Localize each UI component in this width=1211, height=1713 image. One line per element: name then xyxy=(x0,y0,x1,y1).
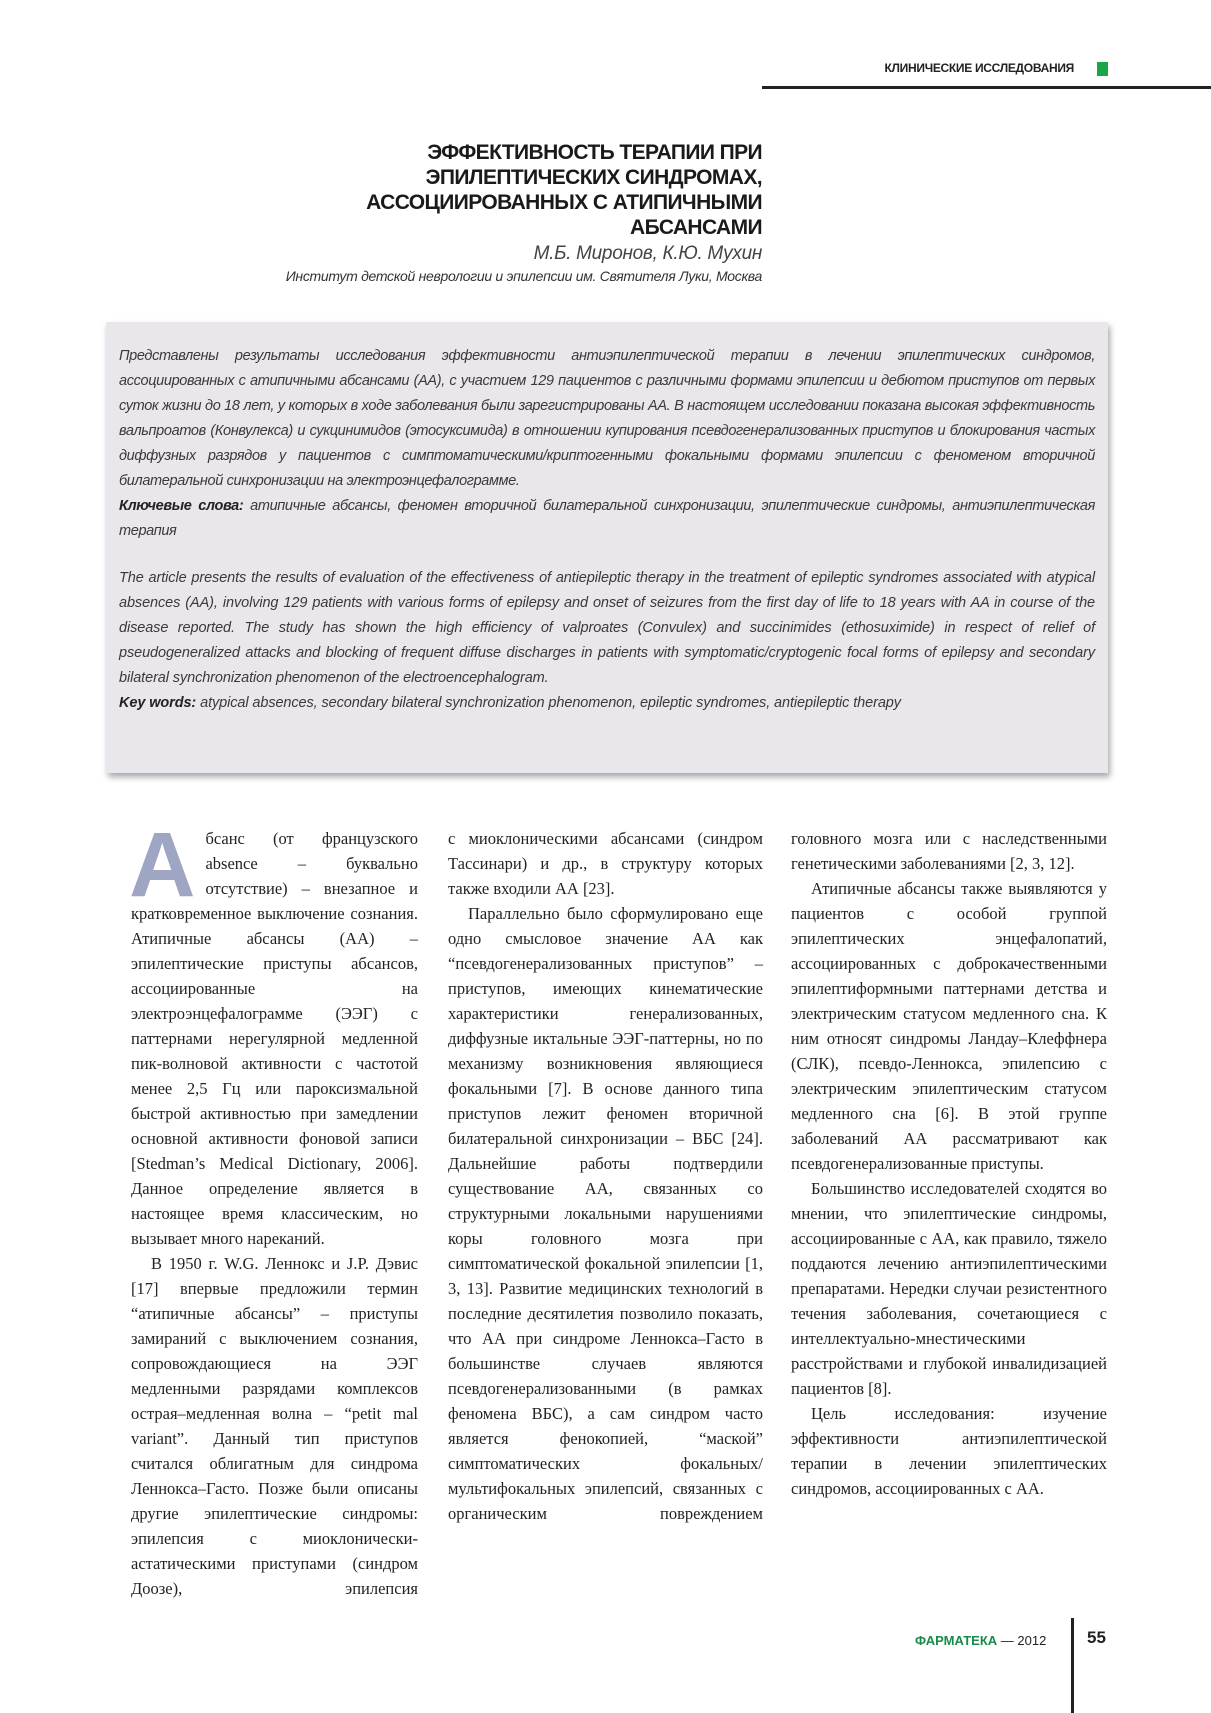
affiliation: Институт детской неврологии и эпилепсии им. Святителя Луки, Москва xyxy=(285,268,762,284)
paragraph: Атипичные абсансы также выявляются у пациентов с особой группой эпилептических энцефалопатий, ассоциированных с доброкачественными эпилептиформными паттернами детства и электрическим статусом медленного сна. К ним относят синдромы Ландау–Клеффнера (СЛК), псевдо-Леннокса, эпилепсию с электрическим эпилептическим статусом медленного сна [6]. В этой группе заболеваний АА рассматривают как псевдогенерализованные приступы. xyxy=(791,879,1107,1173)
abstract-ru-text: Представлены результаты исследования эффективности антиэпилептической терапии в лечении эпилептических синдромов, ассоциированных с атипичными абсансами (АА), с участием 129 пациентов с различными формами эпилепсии и дебютом приступов от первых суток жизни до 18 лет, у которых в ходе заболевания были зарегистрированы АА. В настоящем исследовании показана высокая эффективность вальпроатов (Конвулекса) и сукцинимидов (этосуксимида) в отношении купирования псевдогенерализованных приступов и блокирования частых диффузных разрядов у пациентов с симптоматическими/криптогенными фокальными формами эпилепсии с феноменом вторичной билатеральной синхронизации на электроэнцефалограмме. xyxy=(119,348,1095,489)
abstract-en xyxy=(119,566,1095,716)
body-column-2 xyxy=(448,826,763,1526)
keywords-en: atypical absences, secondary bilateral synchronization phenomenon, epileptic syndromes, antiepileptic therapy xyxy=(196,695,901,711)
footer-rule xyxy=(1071,1618,1074,1713)
paragraph: В 1950 г. W.G. Леннокс и J.P. Дэвис [17] впервые предложили термин “атипичные абсансы” – приступы замираний с выключением сознания, сопровождающиеся на ЭЭГ медленными разрядами комплексов острая–медленная волна – “petit mal variant”. Данный тип приступов считался облигатным для синдрома Леннокса–Гасто. Позже были описаны другие эпилептические синдромы: эпилепсия с миоклонически-астатическими приступами (синдром Доозе), эпилепсия xyxy=(131,1254,418,1598)
title-line: ЭФФЕКТИВНОСТЬ ТЕРАПИИ ПРИ xyxy=(427,141,762,164)
article-title xyxy=(122,140,762,240)
header-rule xyxy=(762,86,1211,89)
keywords-ru: атипичные абсансы, феномен вторичной билатеральной синхронизации, эпилептические синдромы, антиэпилептическая терапия xyxy=(119,498,1095,539)
paragraph: головного мозга или с наследственными генетическими заболеваниями [2, 3, 12]. xyxy=(791,829,1107,873)
keywords-label-en: Key words: xyxy=(119,695,197,711)
paragraph: Большинство исследователей сходятся во мнении, что эпилептические синдромы, ассоциированные с АА, как правило, тяжело поддаются лечению антиэпилептическими препаратами. Нередки случаи резистентного течения заболевания, сочетающиеся с интеллектуально-мнестическими расстройствами и глубокой инвалидизацией пациентов [8]. xyxy=(791,1179,1107,1398)
body-column-3 xyxy=(791,826,1107,1501)
drop-cap: А xyxy=(129,814,196,916)
section-label: КЛИНИЧЕСКИЕ ИССЛЕДОВАНИЯ xyxy=(884,61,1074,75)
body-column-1 xyxy=(129,814,418,1601)
authors: М.Б. Миронов, К.Ю. Мухин xyxy=(533,243,762,264)
abstract-box xyxy=(106,322,1108,773)
paragraph: с миоклоническими абсансами (синдром Тассинари) и др., в структуру которых также входили АА [23]. xyxy=(448,829,763,898)
journal-name xyxy=(915,1633,1046,1648)
paragraph-text: бсанс (от французского absence – буквально отсутствие) – внезапное и кратковременное выключение сознания. Атипичные абсансы (АА) – эпилептические приступы абсансов, ассоциированные на электроэнцефалограмме (ЭЭГ) с паттернами нерегулярной медленной пик-волновой активности с частотой менее 2,5 Гц или пароксизмальной быстрой активностью при замедлении основной активности фоновой записи [Stedman’s Medical Dictionary, 2006]. Данное определение является в настоящее время классическим, но вызывает много нареканий. xyxy=(131,829,418,1248)
title-line: АССОЦИИРОВАННЫХ С АТИПИЧНЫМИ xyxy=(366,191,762,214)
abstract-en-text: The article presents the results of evaluation of the effectiveness of antiepileptic therapy in the treatment of epileptic syndromes associated with atypical absences (AA), involving 129 patients with various forms of epilepsy and onset of seizures from the first day of life to 18 years with AA in course of the disease reported. The study has shown the high efficiency of valproates (Convulex) and succinimides (ethosuximide) in respect of relief of pseudogeneralized attacks and blocking of frequent diffuse discharges in patients with symptomatic/cryptogenic focal forms of epilepsy and secondary bilateral synchronization phenomenon of the electroencephalogram. xyxy=(119,570,1095,686)
title-block xyxy=(122,140,762,286)
keywords-label-ru: Ключевые слова: xyxy=(119,498,244,514)
title-line: АБСАНСАМИ xyxy=(630,216,762,239)
paragraph xyxy=(129,814,418,1251)
section-marker xyxy=(1097,62,1108,76)
abstract-ru xyxy=(119,344,1095,544)
page-number: 55 xyxy=(1087,1628,1106,1647)
journal-year: — 2012 xyxy=(997,1633,1047,1648)
journal-title: ФАРМАТЕКА xyxy=(915,1633,998,1648)
paragraph: Цель исследования: изучение эффективности антиэпилептической терапии в лечении эпилептических синдромов, ассоциированных с АА. xyxy=(791,1404,1107,1498)
paragraph: Параллельно было сформулировано еще одно смысловое значение АА как “псевдогенерализованных приступов” – приступов, имеющих кинематические характеристики генерализованных, диффузные иктальные ЭЭГ-паттерны, но по механизму возникновения являющиеся фокальными [7]. В основе данного типа приступов лежит феномен вторичной билатеральной синхронизации – ВБС [24]. Дальнейшие работы подтвердили существование АА, связанных со структурными локальными нарушениями коры головного мозга при симптоматической фокальной эпилепсии [1, 3, 13]. Развитие медицинских технологий в последние десятилетия позволило показать, что АА при синдроме Леннокса–Гасто в большинстве случаев являются псевдогенерализованными (в рамках феномена ВБС), а сам синдром часто является фенокопией, “маской” симптоматических фокальных/мультифокальных эпилепсий, связанных с органическим повреждением xyxy=(448,904,763,1523)
title-line: ЭПИЛЕПТИЧЕСКИХ СИНДРОМАХ, xyxy=(425,166,762,189)
